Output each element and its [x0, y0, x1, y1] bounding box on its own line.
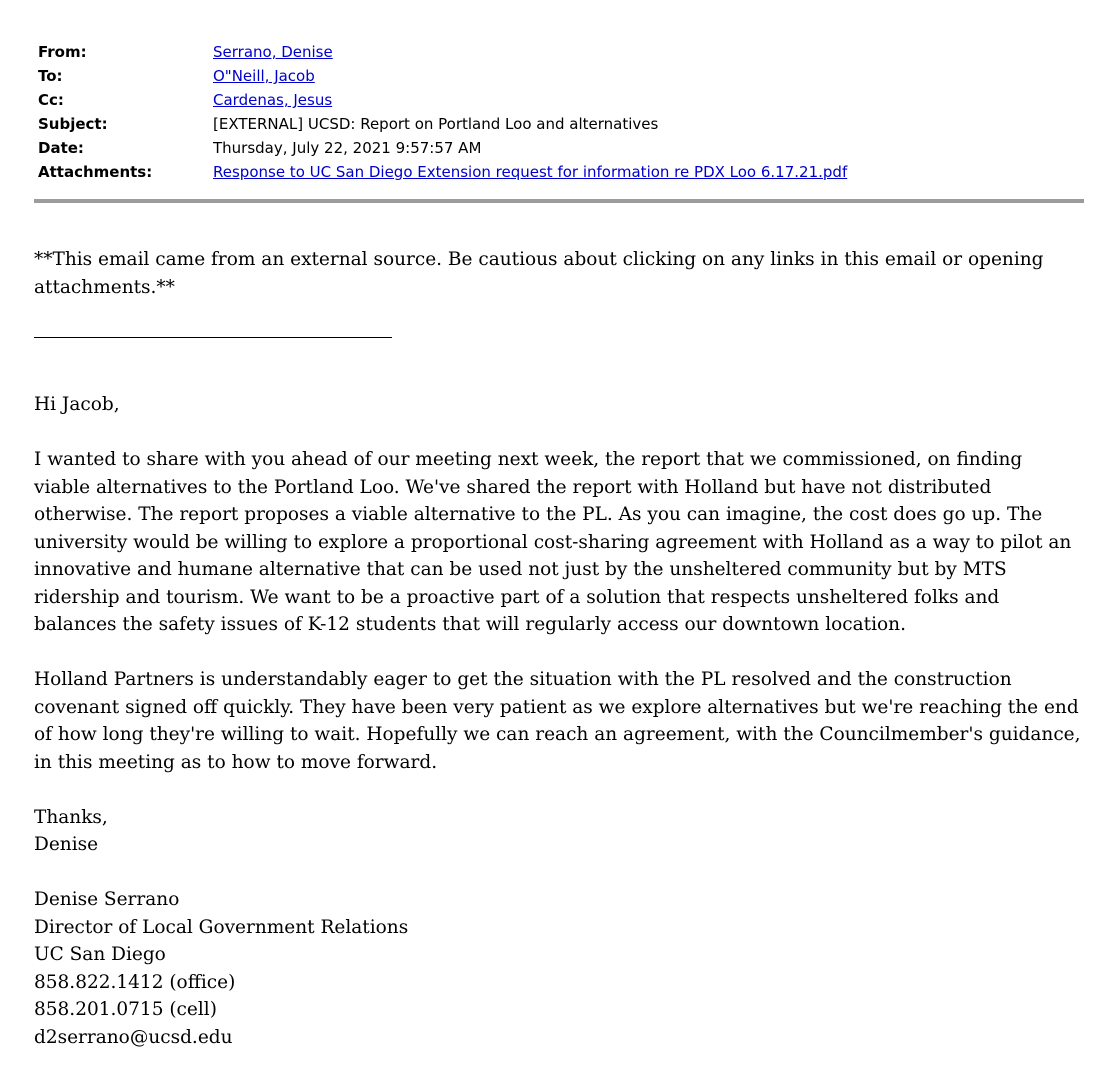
spacer	[34, 639, 1084, 667]
subject-value: [EXTERNAL] UCSD: Report on Portland Loo and alternatives	[213, 115, 659, 133]
email-body	[34, 246, 1084, 1051]
to-label: To:	[38, 67, 63, 85]
warning-divider	[34, 337, 392, 338]
spacer	[34, 776, 1084, 804]
to-link[interactable]: O"Neill, Jacob	[213, 67, 315, 85]
closing-name: Denise	[34, 834, 99, 855]
header-separator	[34, 199, 1084, 203]
signature-title: Director of Local Government Relations	[34, 916, 409, 938]
signature-block	[34, 886, 1084, 1051]
from-link[interactable]: Serrano, Denise	[213, 43, 333, 61]
attachment-link[interactable]: Response to UC San Diego Extension request for information re PDX Loo 6.17.21.pdf	[213, 163, 848, 181]
from-label: From:	[38, 43, 87, 61]
cc-label: Cc:	[38, 91, 64, 109]
date-label: Date:	[38, 139, 84, 157]
signature-name: Denise Serrano	[34, 889, 180, 910]
body-paragraph-1: I wanted to share with you ahead of our meeting next week, the report that we commissioned, on finding viable alternatives to the Portland Loo. We've shared the report with Holland but have not distributed otherwise. The report proposes a viable alternative to the PL. As you can imagine, the cost does go up. The university would be willing to explore a proportional cost-sharing agreement with Holland as a way to pilot an innovative and humane alternative that can be used not just by the unsheltered community but by MTS ridership and tourism. We want to be a proactive part of a solution that respects unsheltered folks and balances the safety issues of K-12 students that will regularly access our downtown location.	[34, 449, 1072, 635]
cc-link[interactable]: Cardenas, Jesus	[213, 91, 333, 109]
signature-email: d2serrano@ucsd.edu	[34, 1026, 233, 1048]
closing: Thanks,	[34, 806, 108, 828]
signature-cell-phone: 858.201.0715 (cell)	[34, 999, 217, 1020]
date-value: Thursday, July 22, 2021 9:57:57 AM	[213, 139, 482, 157]
attachments-label: Attachments:	[38, 163, 153, 181]
external-warning: **This email came from an external source. Be cautious about clicking on any links in this email or opening attachments.**	[34, 249, 1044, 298]
signature-office-phone: 858.822.1412 (office)	[34, 971, 236, 993]
body-paragraph-2: Holland Partners is understandably eager to get the situation with the PL resolved and the construction covenant signed off quickly. They have been very patient as we explore alternatives but we're reaching the end of how long they're willing to wait. Hopefully we can reach an agreement, with the Councilmember's guidance, in this meeting as to how to move forward.	[34, 669, 1081, 773]
spacer	[34, 859, 1084, 887]
spacer	[34, 419, 1084, 447]
subject-label: Subject:	[38, 115, 108, 133]
signature-org: UC San Diego	[34, 944, 166, 965]
greeting: Hi Jacob,	[34, 394, 120, 415]
